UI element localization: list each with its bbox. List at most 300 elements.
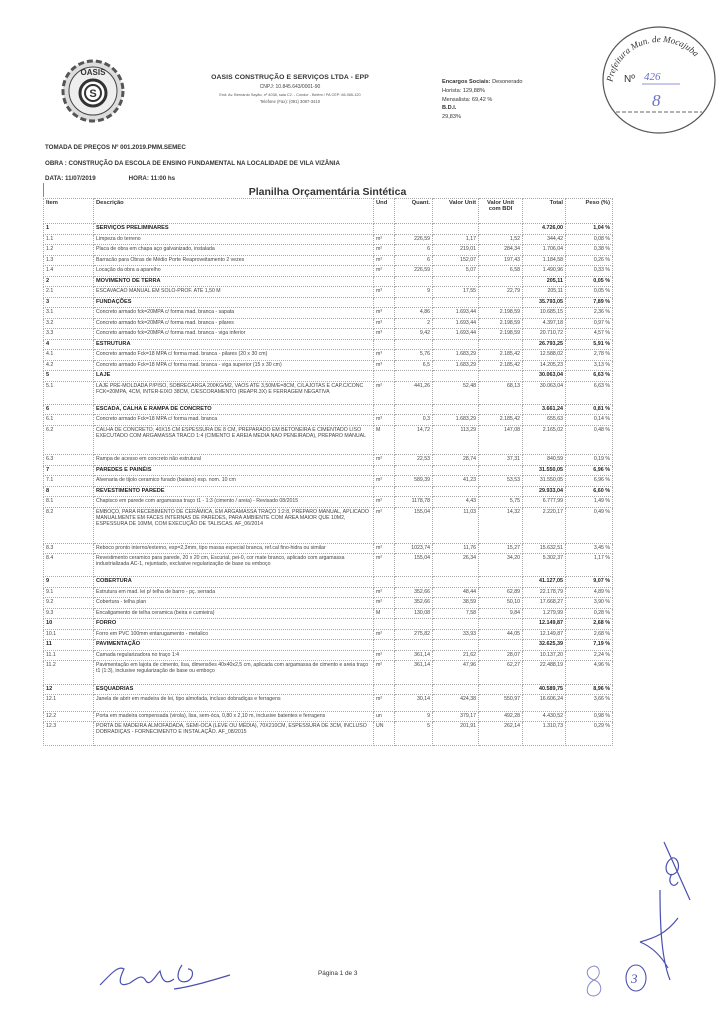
- cell-valor-unit-bdi: 28,07: [479, 650, 523, 661]
- cell-und: m²: [374, 554, 395, 577]
- cell-descricao: FUNDAÇÕES: [94, 297, 374, 308]
- cell-item: 1.3: [44, 255, 94, 266]
- cell-item: 7.1: [44, 476, 94, 487]
- cell-quant: 22,53: [395, 455, 433, 466]
- cell-item: 3.1: [44, 308, 94, 319]
- cell-valor-unit-bdi: 22,79: [479, 287, 523, 298]
- cell-valor-unit-bdi: 147,08: [479, 425, 523, 455]
- table-row: [44, 661, 613, 684]
- table-row: [44, 234, 613, 245]
- cell-quant: [395, 276, 433, 287]
- table-row: [44, 266, 613, 277]
- cell-und: [374, 640, 395, 651]
- cell-und: [374, 465, 395, 476]
- cell-total: 41.127,05: [523, 577, 566, 588]
- cell-descricao: PAVIMENTAÇÃO: [94, 640, 374, 651]
- cell-valor-unit: 1.693,44: [433, 329, 479, 340]
- cell-quant: [395, 684, 433, 695]
- table-group-row: [44, 339, 613, 350]
- cell-peso: 2,36 %: [566, 308, 613, 319]
- cell-total: 205,11: [523, 287, 566, 298]
- cell-peso: 6,96 %: [566, 476, 613, 487]
- cell-valor-unit-bdi: 550,97: [479, 695, 523, 712]
- cell-quant: 30,14: [395, 695, 433, 712]
- cell-peso: 2,24 %: [566, 650, 613, 661]
- cell-peso: 0,38 %: [566, 245, 613, 256]
- municipal-stamp: [598, 22, 720, 138]
- table-body: [44, 224, 613, 746]
- cell-und: [374, 684, 395, 695]
- cell-item: 3.2: [44, 318, 94, 329]
- cell-total: 1.490,96: [523, 266, 566, 277]
- bdi-label: B.D.I.: [442, 105, 457, 112]
- cell-valor-unit-bdi: 2.185,42: [479, 360, 523, 371]
- cell-total: 344,42: [523, 234, 566, 245]
- cell-und: [374, 619, 395, 630]
- table-row: [44, 695, 613, 712]
- cell-valor-unit: 38,59: [433, 598, 479, 609]
- cell-und: UN: [374, 722, 395, 745]
- cell-total: 26.793,25: [523, 339, 566, 350]
- cell-quant: [395, 371, 433, 382]
- cell-peso: 6,96 %: [566, 465, 613, 476]
- cell-item: 8.4: [44, 554, 94, 577]
- cell-item: 2: [44, 276, 94, 287]
- page-number: Página 1 de 3: [318, 970, 358, 977]
- cell-und: m²: [374, 650, 395, 661]
- cell-descricao: ESCAVACAO MANUAL EM SOLO-PROF. ATE 1,50 M: [94, 287, 374, 298]
- cell-valor-unit-bdi: 53,53: [479, 476, 523, 487]
- cell-quant: 155,04: [395, 554, 433, 577]
- cell-peso: 1,49 %: [566, 497, 613, 508]
- table-row: [44, 507, 613, 543]
- cell-quant: 226,59: [395, 234, 433, 245]
- table-group-row: [44, 577, 613, 588]
- cell-total: 1.310,73: [523, 722, 566, 745]
- cell-valor-unit: [433, 577, 479, 588]
- cell-item: 5.1: [44, 381, 94, 404]
- cell-valor-unit-bdi: 37,31: [479, 455, 523, 466]
- cell-valor-unit: 1.683,29: [433, 360, 479, 371]
- cell-und: m³: [374, 308, 395, 319]
- table-row: [44, 287, 613, 298]
- horista: Horista: 129,88%: [442, 87, 485, 94]
- cell-item: 12.1: [44, 695, 94, 712]
- cell-quant: [395, 640, 433, 651]
- cell-valor-unit-bdi: 9,84: [479, 608, 523, 619]
- cell-quant: 4,86: [395, 308, 433, 319]
- table-row: [44, 350, 613, 361]
- company-phone: Telefone (Fax): (091) 3087-3410: [259, 99, 321, 104]
- table-group-row: [44, 276, 613, 287]
- cell-quant: 6,5: [395, 360, 433, 371]
- cell-valor-unit-bdi: 284,34: [479, 245, 523, 256]
- cell-item: 6.3: [44, 455, 94, 466]
- cell-valor-unit: 1.683,29: [433, 415, 479, 426]
- cell-descricao: Barracão para Obras de Médio Porte Reaproveitamento 2 vezes: [94, 255, 374, 266]
- cell-descricao: Placa de obra em chapa aço galvanizado, instalada: [94, 245, 374, 256]
- cell-valor-unit: [433, 371, 479, 382]
- cell-und: [374, 577, 395, 588]
- cell-descricao: Locação da obra a aparelho: [94, 266, 374, 277]
- cell-descricao: COBERTURA: [94, 577, 374, 588]
- cell-valor-unit-bdi: 15,27: [479, 543, 523, 554]
- initials-right: [620, 830, 720, 1020]
- cell-total: 205,11: [523, 276, 566, 287]
- cell-quant: 6: [395, 255, 433, 266]
- cell-item: 2.1: [44, 287, 94, 298]
- cell-valor-unit-bdi: [479, 297, 523, 308]
- cell-valor-unit: 17,55: [433, 287, 479, 298]
- svg-text:426: 426: [644, 71, 661, 83]
- cell-descricao: Rampa de acesso em concreto não estrutural: [94, 455, 374, 466]
- cell-peso: 0,14 %: [566, 415, 613, 426]
- cell-und: m²: [374, 497, 395, 508]
- cell-und: m²: [374, 255, 395, 266]
- cell-total: 30.063,04: [523, 371, 566, 382]
- cell-und: [374, 276, 395, 287]
- cell-und: m²: [374, 598, 395, 609]
- cell-valor-unit: [433, 276, 479, 287]
- cell-und: m²: [374, 381, 395, 404]
- table-row: [44, 650, 613, 661]
- cell-valor-unit: 28,74: [433, 455, 479, 466]
- table-row: [44, 425, 613, 455]
- cell-valor-unit-bdi: 2.185,42: [479, 415, 523, 426]
- cell-peso: 4,89 %: [566, 587, 613, 598]
- table-group-row: [44, 619, 613, 630]
- cell-und: m²: [374, 695, 395, 712]
- cell-valor-unit-bdi: 5,75: [479, 497, 523, 508]
- cell-quant: 1023,74: [395, 543, 433, 554]
- cell-und: m²: [374, 629, 395, 640]
- cell-descricao: Camada regularizadora no traço 1:4: [94, 650, 374, 661]
- cell-total: 12.149,87: [523, 619, 566, 630]
- cell-total: 3.661,24: [523, 404, 566, 415]
- cell-item: 1.1: [44, 234, 94, 245]
- cell-descricao: Concreto armado Fck=18 MPA c/ forma mad. branca - viga superior (15 x 30 cm): [94, 360, 374, 371]
- table-row: [44, 455, 613, 466]
- cell-peso: 3,66 %: [566, 695, 613, 712]
- cell-quant: 275,82: [395, 629, 433, 640]
- cell-valor-unit: 11,03: [433, 507, 479, 543]
- handwritten-eight: [580, 960, 610, 1005]
- cell-peso: 6,60 %: [566, 486, 613, 497]
- cell-total: 4.726,00: [523, 224, 566, 235]
- cell-item: 9: [44, 577, 94, 588]
- cell-peso: 9,07 %: [566, 577, 613, 588]
- col-und: Und: [374, 199, 395, 224]
- cell-total: 655,63: [523, 415, 566, 426]
- cell-valor-unit-bdi: [479, 404, 523, 415]
- table-row: [44, 629, 613, 640]
- cell-und: m³: [374, 287, 395, 298]
- cell-quant: 361,14: [395, 650, 433, 661]
- company-name: OASIS CONSTRUÇÃO E SERVIÇOS LTDA - EPP: [211, 74, 369, 81]
- cell-total: 15.632,51: [523, 543, 566, 554]
- cell-und: m²: [374, 661, 395, 684]
- cell-valor-unit: [433, 640, 479, 651]
- tender-date: DATA: 11/07/2019: [45, 175, 96, 182]
- cell-total: 1.706,04: [523, 245, 566, 256]
- cell-total: 29.933,04: [523, 486, 566, 497]
- cell-und: m²: [374, 245, 395, 256]
- cell-item: 7: [44, 465, 94, 476]
- cell-quant: 130,08: [395, 608, 433, 619]
- cell-quant: 1178,78: [395, 497, 433, 508]
- cell-und: m³: [374, 350, 395, 361]
- svg-text:Prefeitura Mun. de Mocajuba: Prefeitura Mun. de Mocajuba: [604, 33, 701, 83]
- cell-descricao: Concreto armado Fck=18 MPA c/ forma mad. branca: [94, 415, 374, 426]
- cell-peso: 1,17 %: [566, 554, 613, 577]
- cell-descricao: Limpeza do terreno: [94, 234, 374, 245]
- table-group-row: [44, 224, 613, 235]
- cell-item: 12: [44, 684, 94, 695]
- tomada-precos: TOMADA DE PREÇOS Nº 001.2019.PMM.SEMEC: [45, 144, 186, 151]
- cell-peso: 0,97 %: [566, 318, 613, 329]
- cell-peso: 0,19 %: [566, 455, 613, 466]
- cell-valor-unit-bdi: [479, 684, 523, 695]
- encargos-value: Desonerado: [492, 79, 523, 85]
- cell-und: m²: [374, 266, 395, 277]
- table-row: [44, 255, 613, 266]
- table-header-row: [44, 199, 613, 224]
- cell-und: m²: [374, 455, 395, 466]
- cell-valor-unit-bdi: 2.198,59: [479, 308, 523, 319]
- cell-peso: 0,98 %: [566, 711, 613, 722]
- cell-quant: [395, 224, 433, 235]
- cell-und: M: [374, 608, 395, 619]
- cell-und: [374, 339, 395, 350]
- cell-und: [374, 224, 395, 235]
- cell-descricao: Concreto armado fck=20MPA c/ forma mad. branca - sapata: [94, 308, 374, 319]
- cell-quant: [395, 486, 433, 497]
- cell-und: m³: [374, 318, 395, 329]
- cell-valor-unit: 7,58: [433, 608, 479, 619]
- cell-item: 8: [44, 486, 94, 497]
- cell-valor-unit-bdi: 44,05: [479, 629, 523, 640]
- cell-und: m²: [374, 587, 395, 598]
- company-logo: [58, 55, 128, 127]
- company-header: [175, 74, 405, 104]
- table-row: [44, 608, 613, 619]
- cell-total: 6.777,99: [523, 497, 566, 508]
- svg-text:OASIS: OASIS: [80, 68, 106, 77]
- cell-valor-unit: 41,23: [433, 476, 479, 487]
- table-row: [44, 554, 613, 577]
- signature-left: [90, 955, 240, 1000]
- cell-peso: 7,19 %: [566, 640, 613, 651]
- table-group-row: [44, 371, 613, 382]
- cell-item: 9.1: [44, 587, 94, 598]
- cell-descricao: PORTA DE MADEIRA ALMOFADADA, SEMI-OCA (LEVE OU MÉDIA), 70X210CM, ESPESSURA DE 3CM, INCLUSO DOBRADIÇAS - FORNECIMENTO E INSTALAÇÃO. AF_08/2015: [94, 722, 374, 745]
- cell-und: [374, 404, 395, 415]
- cell-descricao: Chapisco em parede com argamassa traço t1 - 1:3 (cimento / areia) - Revisado 08/2015: [94, 497, 374, 508]
- cell-descricao: Janela de abrir em madeira de lei, tipo almofada, incluso dobradiças e ferragens: [94, 695, 374, 712]
- cell-total: 32.625,39: [523, 640, 566, 651]
- cell-valor-unit: 48,44: [433, 587, 479, 598]
- bdi-value: 29,83%: [442, 114, 461, 121]
- cell-peso: 0,28 %: [566, 608, 613, 619]
- cell-descricao: Cobertura - telha plan: [94, 598, 374, 609]
- cell-total: 14.205,23: [523, 360, 566, 371]
- table-row: [44, 329, 613, 340]
- cell-valor-unit-bdi: [479, 619, 523, 630]
- cell-quant: 441,26: [395, 381, 433, 404]
- cell-descricao: ESTRUTURA: [94, 339, 374, 350]
- cell-item: 1.4: [44, 266, 94, 277]
- cell-item: 8.3: [44, 543, 94, 554]
- cell-item: 1.2: [44, 245, 94, 256]
- cell-und: m²: [374, 476, 395, 487]
- cell-quant: 9,42: [395, 329, 433, 340]
- cell-valor-unit: [433, 684, 479, 695]
- cell-descricao: Concreto armado Fck=18 MPA c/ forma mad. branca - pilares (20 x 30 cm): [94, 350, 374, 361]
- cell-descricao: REVESTIMENTO PAREDE: [94, 486, 374, 497]
- cell-peso: 3,45 %: [566, 543, 613, 554]
- cell-valor-unit-bdi: 262,14: [479, 722, 523, 745]
- cell-peso: 0,05 %: [566, 287, 613, 298]
- cell-valor-unit: [433, 224, 479, 235]
- cell-quant: 589,39: [395, 476, 433, 487]
- cell-und: m³: [374, 329, 395, 340]
- cell-descricao: SERVIÇOS PRELIMINARES: [94, 224, 374, 235]
- cell-valor-unit: 26,34: [433, 554, 479, 577]
- cell-valor-unit: 201,91: [433, 722, 479, 745]
- col-valor-unit: Valor Unit: [433, 199, 479, 224]
- cell-valor-unit-bdi: 14,32: [479, 507, 523, 543]
- cell-total: 10.137,20: [523, 650, 566, 661]
- cell-valor-unit-bdi: [479, 224, 523, 235]
- cell-valor-unit-bdi: [479, 486, 523, 497]
- cell-valor-unit: 1.693,44: [433, 318, 479, 329]
- cell-quant: 6: [395, 245, 433, 256]
- table-row: [44, 308, 613, 319]
- table-group-row: [44, 465, 613, 476]
- cell-peso: 2,78 %: [566, 350, 613, 361]
- table-row: [44, 476, 613, 487]
- cell-descricao: Estrutura em mad. lei p/ telha de barro - pç. serrada: [94, 587, 374, 598]
- cell-peso: 6,63 %: [566, 381, 613, 404]
- svg-text:8: 8: [652, 91, 661, 110]
- encargos-block: [442, 78, 523, 122]
- cell-valor-unit: 152,07: [433, 255, 479, 266]
- encargos-label: Encargos Sociais:: [442, 79, 491, 85]
- cell-peso: 5,91 %: [566, 339, 613, 350]
- cell-total: 4.397,18: [523, 318, 566, 329]
- cell-item: 12.3: [44, 722, 94, 745]
- cell-valor-unit: 113,29: [433, 425, 479, 455]
- cell-total: 12.588,02: [523, 350, 566, 361]
- cell-item: 1: [44, 224, 94, 235]
- cell-valor-unit-bdi: [479, 577, 523, 588]
- cell-quant: 9: [395, 711, 433, 722]
- cell-peso: 6,63 %: [566, 371, 613, 382]
- cell-total: 17.668,27: [523, 598, 566, 609]
- table-row: [44, 415, 613, 426]
- cell-valor-unit: 33,93: [433, 629, 479, 640]
- table-row: [44, 381, 613, 404]
- cell-descricao: PAREDES E PAINÉIS: [94, 465, 374, 476]
- cell-item: 11.1: [44, 650, 94, 661]
- cell-quant: [395, 339, 433, 350]
- cell-quant: [395, 577, 433, 588]
- cell-peso: 0,05 %: [566, 276, 613, 287]
- cell-item: 12.2: [44, 711, 94, 722]
- cell-total: 1.279,99: [523, 608, 566, 619]
- cell-item: 4.2: [44, 360, 94, 371]
- col-valor-unit-bdi: Valor Unit com BDI: [479, 199, 523, 224]
- cell-item: 4: [44, 339, 94, 350]
- cell-descricao: MOVIMENTO DE TERRA: [94, 276, 374, 287]
- cell-und: m²: [374, 507, 395, 543]
- cell-total: 1.184,58: [523, 255, 566, 266]
- cell-item: 4.1: [44, 350, 94, 361]
- cell-valor-unit-bdi: 492,28: [479, 711, 523, 722]
- cell-total: 5.302,37: [523, 554, 566, 577]
- cell-descricao: Concreto armado fck=20MPA c/ forma mad. branca - pilares: [94, 318, 374, 329]
- cell-valor-unit-bdi: [479, 339, 523, 350]
- cell-und: [374, 297, 395, 308]
- col-descricao: Descrição: [94, 199, 374, 224]
- cell-descricao: FORRO: [94, 619, 374, 630]
- cell-descricao: Forro em PVC 100mm entarugamento - metalico: [94, 629, 374, 640]
- cell-valor-unit: 5,07: [433, 266, 479, 277]
- cell-peso: 3,13 %: [566, 360, 613, 371]
- cell-valor-unit: 219,01: [433, 245, 479, 256]
- col-total: Total: [523, 199, 566, 224]
- cell-valor-unit-bdi: 2.198,59: [479, 329, 523, 340]
- cell-valor-unit-bdi: [479, 465, 523, 476]
- table-row: [44, 722, 613, 745]
- cell-peso: 3,90 %: [566, 598, 613, 609]
- cell-quant: 9: [395, 287, 433, 298]
- cell-quant: 0,3: [395, 415, 433, 426]
- cell-und: [374, 486, 395, 497]
- cell-quant: 352,66: [395, 587, 433, 598]
- cell-total: 4.430,52: [523, 711, 566, 722]
- cell-valor-unit-bdi: 68,13: [479, 381, 523, 404]
- cell-item: 3.3: [44, 329, 94, 340]
- cell-valor-unit-bdi: [479, 640, 523, 651]
- table-group-row: [44, 404, 613, 415]
- cell-valor-unit: [433, 297, 479, 308]
- col-quant: Quant.: [395, 199, 433, 224]
- cell-quant: [395, 465, 433, 476]
- cell-und: m²: [374, 543, 395, 554]
- cell-peso: 0,26 %: [566, 255, 613, 266]
- cell-item: 6.1: [44, 415, 94, 426]
- cell-descricao: Pavimentação em lajota de cimento, lisa, dimensões 40x40x2,5 cm, aplicada com argamassa de cimento e areia traço t1 (1:3), inclusive regularização de base ou emboço: [94, 661, 374, 684]
- cell-item: 6: [44, 404, 94, 415]
- cell-descricao: Alvenaria de tijolo ceramico furado (baiano) esp. nom. 10 cm: [94, 476, 374, 487]
- cell-descricao: LAJE: [94, 371, 374, 382]
- cell-valor-unit-bdi: 197,43: [479, 255, 523, 266]
- cell-item: 9.3: [44, 608, 94, 619]
- svg-text:Nº: Nº: [624, 74, 635, 85]
- cell-quant: 226,59: [395, 266, 433, 277]
- sheet-title: Planilha Orçamentária Sintética: [248, 186, 407, 198]
- cell-und: m³: [374, 360, 395, 371]
- cell-valor-unit: 11,76: [433, 543, 479, 554]
- cell-descricao: Concreto armado fck=20MPA c/ forma mad. branca - viga inferior: [94, 329, 374, 340]
- cell-item: 8.1: [44, 497, 94, 508]
- cell-valor-unit: [433, 404, 479, 415]
- cell-valor-unit: 1,17: [433, 234, 479, 245]
- cell-descricao: EMBOÇO, PARA RECEBIMENTO DE CERÂMICA, EM ARGAMASSA TRAÇO 1:2:8, PREPARO MANUAL, APLICADO MANUALMENTE EM FACES INTERNAS DE PAREDES, PARA AMBIENTE COM ÁREA MAIOR QUE 10M2, ESPESSURA DE 10MM, COM EXECUÇÃO DE TALISCAS. AF_06/2014: [94, 507, 374, 543]
- cell-descricao: Revestimento ceramico para parede, 20 x 20 cm, Escurial, pei-0, cor mate branco, aplicado com argamassa industrializada AC-1, rejuntado, exclusive regularização de base ou emboço: [94, 554, 374, 577]
- cell-valor-unit: 21,62: [433, 650, 479, 661]
